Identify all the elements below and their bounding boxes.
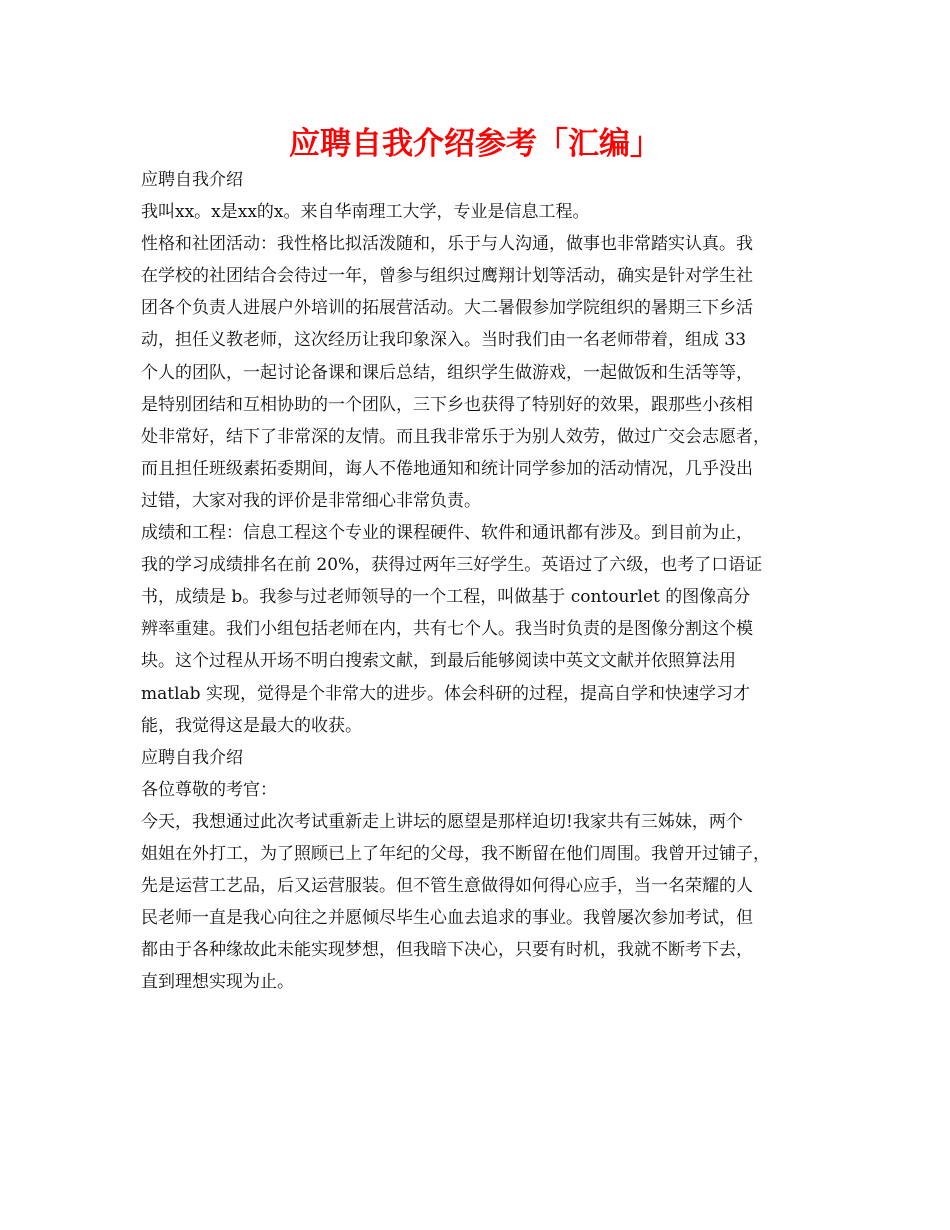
body-line: 姐姐在外打工，为了照顾已上了年纪的父母，我不断留在他们周围。我曾开过铺子，: [141, 843, 770, 864]
body-line: 处非常好，结下了非常深的友情。而且我非常乐于为别人效劳，做过广交会志愿者，: [141, 426, 770, 447]
body-line: matlab 实现，觉得是个非常大的进步。体会科研的过程，提高自学和快速学习才: [141, 683, 750, 704]
body-line: 直到理想实现为止。: [141, 972, 294, 993]
body-line: 今天，我想通过此次考试重新走上讲坛的愿望是那样迫切!我家共有三姊妹，两个: [141, 811, 743, 832]
body-line: 我叫xx。x是xx的x。来自华南理工大学，专业是信息工程。: [141, 202, 590, 223]
body-line: 团各个负责人进展户外培训的拓展营活动。大二暑假参加学院组织的暑期三下乡活: [141, 298, 753, 319]
body-line: 辨率重建。我们小组包括老师在内，共有七个人。我当时负责的是图像分割这个模: [141, 619, 753, 640]
body-line: 应聘自我介绍: [141, 747, 243, 768]
body-line: 应聘自我介绍: [141, 170, 243, 190]
body-line: 块。这个过程从开场不明白搜索文献，到最后能够阅读中英文文献并依照算法用: [141, 651, 736, 672]
body-line: 是特别团结和互相协助的一个团队，三下乡也获得了特别好的效果，跟那些小孩相: [141, 394, 753, 415]
body-line: 民老师一直是我心向往之并愿倾尽毕生心血去追求的事业。我曾屡次参加考试，但: [141, 908, 753, 929]
body-line: 先是运营工艺品，后又运营服装。但不管生意做得如何得心应手，当一名荣耀的人: [141, 876, 753, 897]
body-line: 性格和社团活动：我性格比拟活泼随和，乐于与人沟通，做事也非常踏实认真。我: [141, 234, 753, 255]
document-title: 应聘自我介绍参考「汇编」: [289, 126, 661, 162]
body-line: 而且担任班级素拓委期间，诲人不倦地通知和统计同学参加的活动情况，几乎没出: [141, 458, 753, 479]
body-line: 动，担任义教老师，这次经历让我印象深入。当时我们由一名老师带着，组成 33: [141, 330, 747, 351]
document-body: [141, 164, 821, 998]
body-line: 个人的团队，一起讨论备课和课后总结，组织学生做游戏，一起做饭和生活等等，: [141, 362, 753, 383]
body-line: 我的学习成绩排名在前 20%，获得过两年三好学生。英语过了六级，也考了口语证: [141, 555, 763, 576]
body-line: 在学校的社团结合会待过一年，曾参与组织过鹰翔计划等活动，确实是针对学生社: [141, 266, 753, 287]
body-line: 成绩和工程：信息工程这个专业的课程硬件、软件和通讯都有涉及。到目前为止，: [141, 523, 753, 544]
body-line: 各位尊敬的考官：: [141, 779, 277, 800]
body-line: 书，成绩是 b。我参与过老师领导的一个工程，叫做基于 contourlet 的图像高分: [141, 587, 751, 608]
body-line: 能，我觉得这是最大的收获。: [141, 715, 362, 736]
body-line: 过错，大家对我的评价是非常细心非常负责。: [141, 490, 481, 511]
body-line: 都由于各种缘故此未能实现梦想，但我暗下决心，只要有时机，我就不断考下去，: [141, 940, 753, 961]
